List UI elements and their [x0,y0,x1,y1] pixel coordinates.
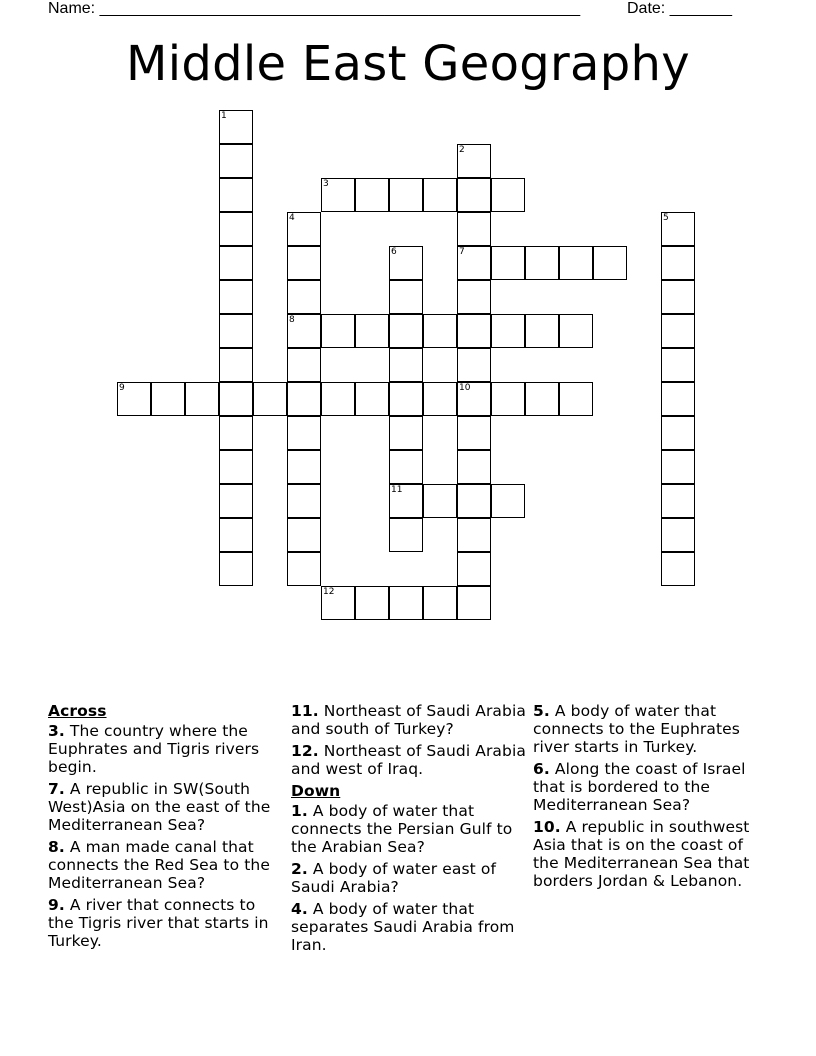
grid-cell[interactable] [423,382,457,416]
clue-number: 3. [48,722,65,740]
name-field-label: Name: ______________________________________________________ [48,0,581,17]
grid-cell[interactable] [457,178,491,212]
crossword-grid [117,110,699,624]
grid-cell[interactable] [423,178,457,212]
grid-cell[interactable] [389,416,423,450]
clue-across-3 [48,722,280,776]
cell-number: 6 [391,247,397,257]
clue-text: Northeast of Saudi Arabia and west of Iraq. [291,742,526,778]
cell-number: 1 [221,111,227,121]
grid-cell[interactable] [287,246,321,280]
clue-number: 7. [48,780,65,798]
grid-cell[interactable] [185,382,219,416]
cell-number: 12 [323,587,335,597]
cell-number: 10 [459,383,471,393]
clue-down-1 [291,802,531,856]
grid-cell[interactable] [321,314,355,348]
down-heading: Down [291,782,341,800]
grid-cell[interactable] [287,348,321,382]
grid-cell[interactable] [661,348,695,382]
grid-cell[interactable] [117,382,151,416]
grid-cell[interactable] [457,246,491,280]
grid-cell[interactable] [287,212,321,246]
clue-number: 12. [291,742,319,760]
grid-cell[interactable] [661,314,695,348]
grid-cell[interactable] [219,552,253,586]
clue-text: A body of water that separates Saudi Arabia from Iran. [291,900,515,954]
clue-text: A river that connects to the Tigris river that starts in Turkey. [48,896,269,950]
grid-cell[interactable] [287,552,321,586]
grid-cell[interactable] [423,314,457,348]
grid-cell[interactable] [457,212,491,246]
clue-number: 6. [533,760,550,778]
grid-cell[interactable] [287,382,321,416]
grid-cell[interactable] [389,450,423,484]
clue-across-7 [48,780,280,834]
cell-number: 2 [459,145,465,155]
clue-text: A body of water that connects the Persian Gulf to the Arabian Sea? [291,802,513,856]
grid-cell[interactable] [525,314,559,348]
grid-cell[interactable] [491,382,525,416]
grid-cell[interactable] [661,450,695,484]
clue-down-6 [533,760,773,814]
clue-across-11 [291,702,531,738]
grid-cell[interactable] [457,348,491,382]
clue-number: 4. [291,900,308,918]
grid-cell[interactable] [661,552,695,586]
grid-cell[interactable] [457,280,491,314]
grid-cell[interactable] [321,178,355,212]
clue-number: 1. [291,802,308,820]
cell-number: 4 [289,213,295,223]
grid-cell[interactable] [287,416,321,450]
grid-cell[interactable] [219,280,253,314]
grid-cell[interactable] [491,314,525,348]
grid-cell[interactable] [219,144,253,178]
grid-cell[interactable] [457,416,491,450]
clue-text: Along the coast of Israel that is bordered to the Mediterranean Sea? [533,760,746,814]
grid-cell[interactable] [287,450,321,484]
grid-cell[interactable] [389,246,423,280]
date-field-label: Date: _______ [627,0,732,17]
grid-cell[interactable] [661,382,695,416]
clue-column-1 [48,702,280,954]
grid-cell[interactable] [321,586,355,620]
grid-cell[interactable] [389,314,423,348]
cell-number: 8 [289,315,295,325]
clue-down-10 [533,818,773,890]
grid-cell[interactable] [423,586,457,620]
grid-cell[interactable] [219,416,253,450]
clue-across-8 [48,838,280,892]
grid-cell[interactable] [491,178,525,212]
grid-cell[interactable] [559,382,593,416]
grid-cell[interactable] [423,484,457,518]
clue-number: 10. [533,818,561,836]
grid-cell[interactable] [661,518,695,552]
grid-cell[interactable] [355,314,389,348]
grid-cell[interactable] [287,280,321,314]
grid-cell[interactable] [219,178,253,212]
cell-number: 5 [663,213,669,223]
grid-cell[interactable] [389,280,423,314]
grid-cell[interactable] [355,178,389,212]
clue-text: A republic in SW(South West)Asia on the east of the Mediterranean Sea? [48,780,271,834]
grid-cell[interactable] [219,518,253,552]
grid-cell[interactable] [457,144,491,178]
grid-cell[interactable] [661,212,695,246]
grid-cell[interactable] [389,178,423,212]
grid-cell[interactable] [457,518,491,552]
grid-cell[interactable] [661,416,695,450]
clue-text: Northeast of Saudi Arabia and south of Turkey? [291,702,526,738]
grid-cell[interactable] [457,314,491,348]
grid-cell[interactable] [287,314,321,348]
clue-column-3 [533,702,773,894]
grid-cell[interactable] [457,552,491,586]
clue-text: A body of water east of Saudi Arabia? [291,860,497,896]
grid-cell[interactable] [389,586,423,620]
grid-cell[interactable] [287,484,321,518]
grid-cell[interactable] [661,280,695,314]
grid-cell[interactable] [355,586,389,620]
grid-cell[interactable] [457,484,491,518]
grid-cell[interactable] [457,586,491,620]
grid-cell[interactable] [389,382,423,416]
grid-cell[interactable] [661,484,695,518]
across-heading: Across [48,702,107,720]
grid-cell[interactable] [457,382,491,416]
grid-cell[interactable] [151,382,185,416]
clue-text: A man made canal that connects the Red Sea to the Mediterranean Sea? [48,838,270,892]
grid-cell[interactable] [219,450,253,484]
clue-column-2 [291,702,531,958]
grid-cell[interactable] [321,382,355,416]
grid-cell[interactable] [457,450,491,484]
grid-cell[interactable] [219,484,253,518]
grid-cell[interactable] [559,246,593,280]
grid-cell[interactable] [491,484,525,518]
clue-text: The country where the Euphrates and Tigris rivers begin. [48,722,260,776]
grid-cell[interactable] [593,246,627,280]
grid-cell[interactable] [219,246,253,280]
clue-down-4 [291,900,531,954]
page-title: Middle East Geography [126,36,690,92]
grid-cell[interactable] [491,246,525,280]
grid-cell[interactable] [219,110,253,144]
grid-cell[interactable] [219,348,253,382]
clue-number: 11. [291,702,319,720]
grid-cell[interactable] [525,382,559,416]
clue-number: 8. [48,838,65,856]
grid-cell[interactable] [389,484,423,518]
cell-number: 3 [323,179,329,189]
clue-across-9 [48,896,280,950]
clue-text: A body of water that connects to the Euphrates river starts in Turkey. [533,702,740,756]
grid-cell[interactable] [219,212,253,246]
grid-cell[interactable] [559,314,593,348]
grid-cell[interactable] [389,348,423,382]
grid-cell[interactable] [219,314,253,348]
cell-number: 11 [391,485,403,495]
clue-number: 5. [533,702,550,720]
cell-number: 7 [459,247,465,257]
grid-cell[interactable] [219,382,253,416]
clue-across-12 [291,742,531,778]
grid-cell[interactable] [661,246,695,280]
clue-down-5 [533,702,773,756]
clue-number: 2. [291,860,308,878]
grid-cell[interactable] [355,382,389,416]
clue-down-2 [291,860,531,896]
grid-cell[interactable] [389,518,423,552]
clue-number: 9. [48,896,65,914]
grid-cell[interactable] [253,382,287,416]
cell-number: 9 [119,383,125,393]
grid-cell[interactable] [287,518,321,552]
grid-cell[interactable] [525,246,559,280]
clue-text: A republic in southwest Asia that is on the coast of the Mediterranean Sea that borders Jordan & Lebanon. [533,818,750,890]
